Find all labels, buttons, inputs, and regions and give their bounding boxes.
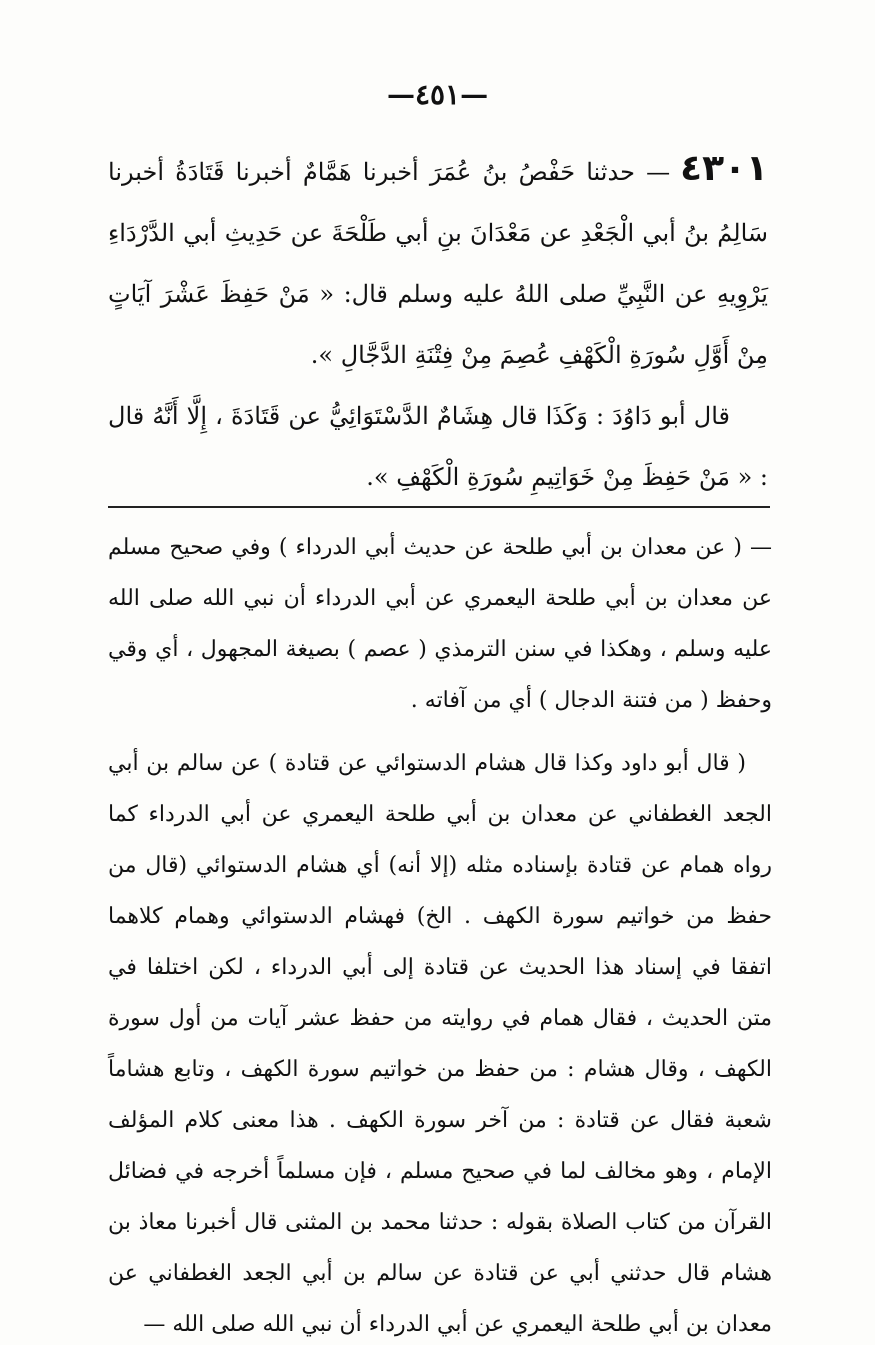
commentary-paragraph-1: — ( عن معدان بن أبي طلحة عن حديث أبي الدرداء ) وفي صحيح مسلم عن معدان بن أبي طلحة اليعمري عن أبي الدرداء أن نبي الله صلى الله عليه وسلم ، وهكذا في سنن الترمذي ( عصم ) بصيغة المجهول ، أي وقي وحفظ ( من فتنة الدجال ) أي من آفاته . [108, 535, 772, 713]
hadith-paragraph [108, 138, 768, 386]
abu-dawud-note: قال أبو دَاوُدَ : وَكَذَا قال هِشَامٌ الدَّسْتَوَائِيُّ عن قَتَادَةَ ، إِلَّا أَنَّهُ قال : « مَنْ حَفِظَ مِنْ خَوَاتِيمِ سُورَةِ الْكَهْفِ ». [108, 402, 768, 491]
commentary-paragraph-2: ( قال أبو داود وكذا قال هشام الدستوائي عن قتادة ) عن سالم بن أبي الجعد الغطفاني عن معدان بن أبي طلحة اليعمري عن أبي الدرداء كما رواه همام عن قتادة بإسناده مثله (إلا أنه) أي هشام الدستوائي (قال من حفظ من خواتيم سورة الكهف . الخ) فهشام الدستوائي وهمام كلاهما اتفقا في إسناد هذا الحديث عن قتادة إلى أبي الدرداء ، لكن اختلفا في متن الحديث ، فقال همام في روايته من حفظ عشر آيات من أول سورة الكهف ، وقال هشام : من حفظ من خواتيم سورة الكهف ، وتابع هشاماً شعبة فقال عن قتادة : من آخر سورة الكهف . هذا معنى كلام المؤلف الإمام ، وهو مخالف لما في صحيح مسلم ، فإن مسلماً أخرجه في فضائل القرآن من كتاب الصلاة بقوله : حدثنا محمد بن المثنى قال أخبرنا معاذ بن هشام قال حدثني أبي عن قتادة عن سالم بن أبي الجعد الغطفاني عن معدان بن أبي طلحة اليعمري عن أبي الدرداء أن نبي الله صلى الله — [108, 751, 772, 1337]
footnote-divider [108, 506, 770, 508]
commentary-block [108, 522, 772, 1350]
hadith-text: — حدثنا حَفْصُ بنُ عُمَرَ أخبرنا هَمَّامٌ أخبرنا قَتَادَةُ أخبرنا سَالِمُ بنُ أبي الْجَعْدِ عن مَعْدَانَ بنِ أبي طَلْحَةَ عن حَدِيثِ أبي الدَّرْدَاءِ يَرْوِيهِ عن النَّبِيِّ صلى اللهُ عليه وسلم قال: « مَنْ حَفِظَ عَشْرَ آيَاتٍ مِنْ أَوَّلِ سُورَةِ الْكَهْفِ عُصِمَ مِنْ فِتْنَةِ الدَّجَّالِ ». [108, 158, 768, 369]
page-number: —٤٥١— [386, 78, 489, 111]
main-hadith-block [108, 138, 768, 508]
hadith-number: ٤٣٠١ [680, 148, 768, 189]
